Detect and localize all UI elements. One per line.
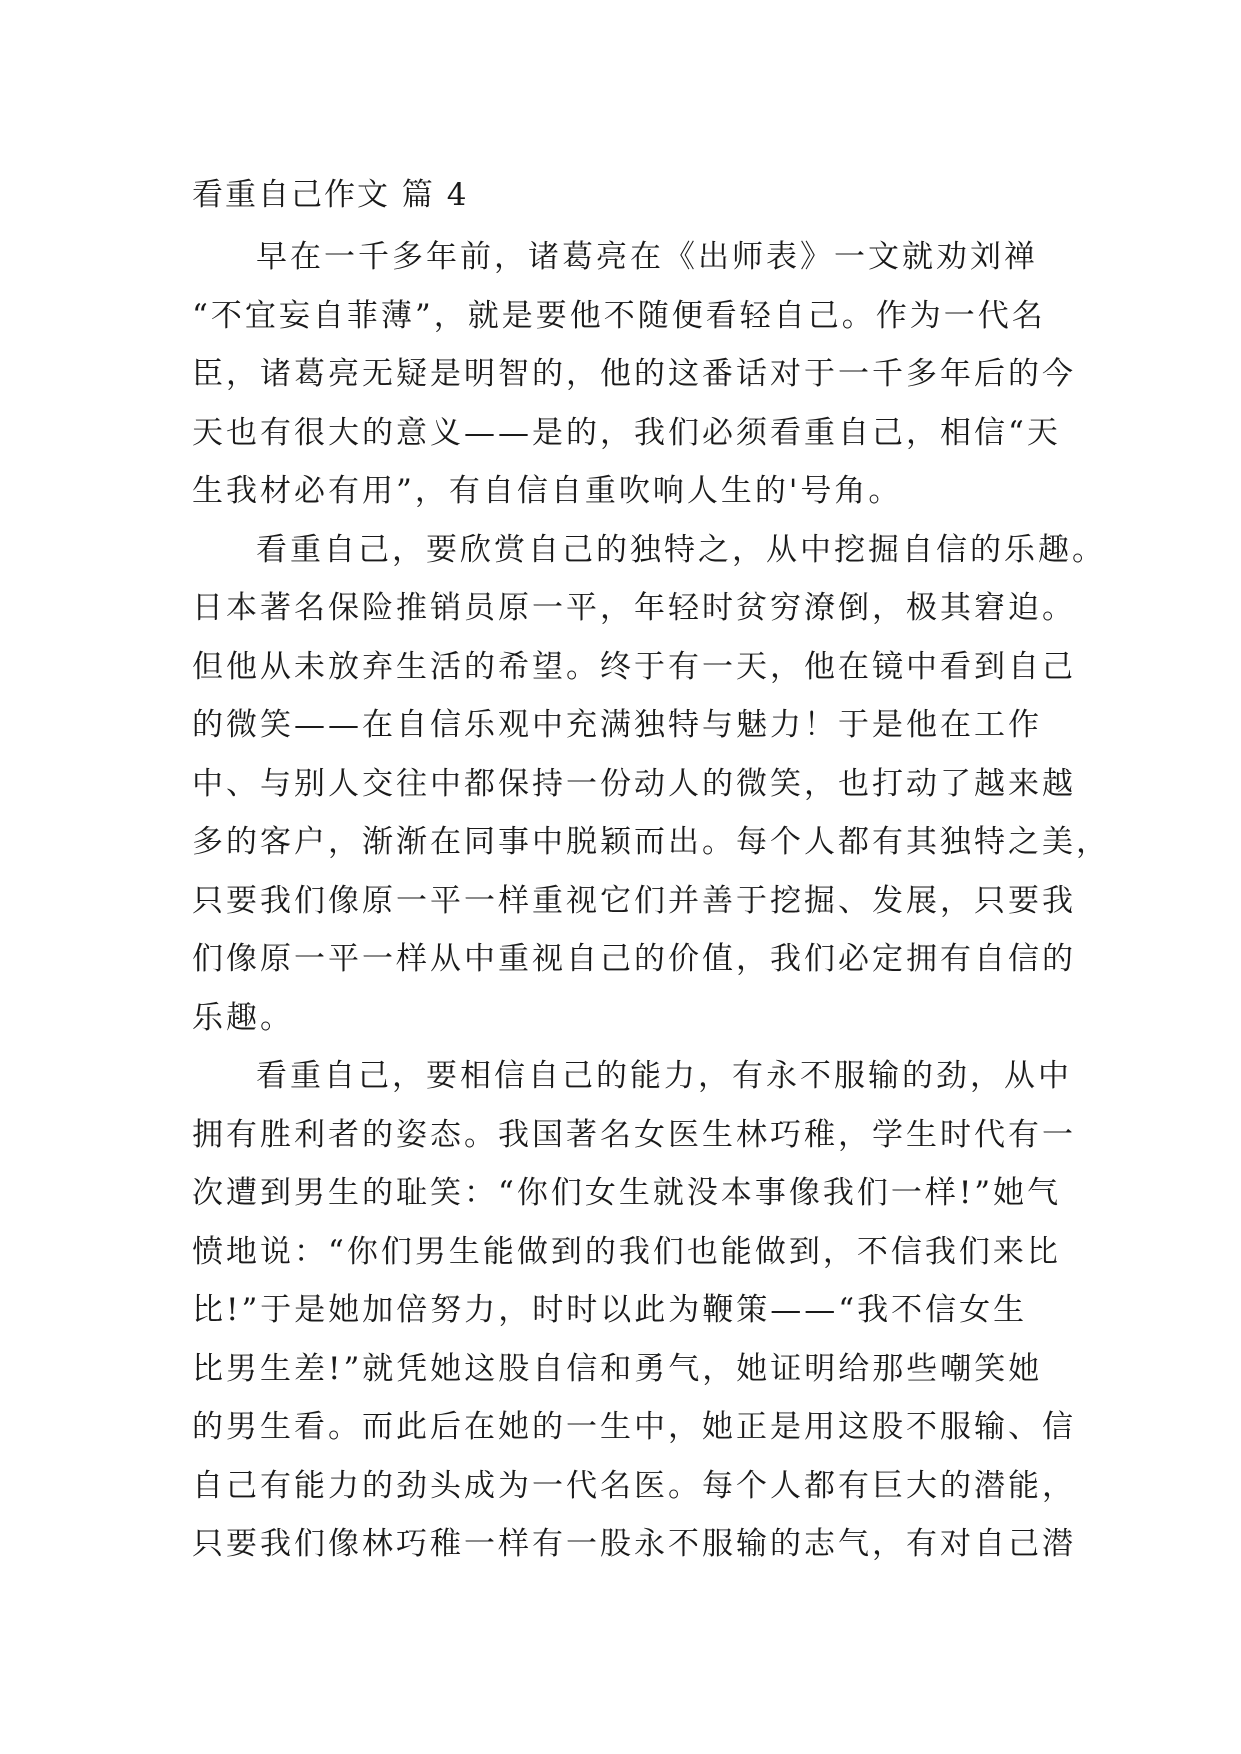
paragraph-line: 看重自己，要欣赏自己的独特之，从中挖掘自信的乐趣。 [256,531,1106,568]
paragraph-line: 的男生看。而此后在她的一生中，她正是用这股不服输、信 [192,1409,1076,1445]
paragraph-line: 只要我们像原一平一样重视它们并善于挖掘、发展，只要我 [192,882,1076,919]
paragraph-line: 只要我们像林巧稚一样有一股永不服输的志气，有对自己潜 [192,1526,1076,1562]
paragraph-line: 多的客户，渐渐在同事中脱颖而出。每个人都有其独特之美， [192,824,1110,860]
paragraph-line: 们像原一平一样从中重视自己的价值，我们必定拥有自信的 [192,941,1076,977]
paragraph-line: 自己有能力的劲头成为一代名医。每个人都有巨大的潜能， [192,1467,1076,1504]
paragraph-line: 的微笑——在自信乐观中充满独特与魅力！于是他在工作 [192,707,1042,743]
paragraph-line: 但他从未放弃生活的希望。终于有一天，他在镜中看到自己 [192,648,1076,685]
paragraph-line: 愤地说：“你们男生能做到的我们也能做到，不信我们来比 [192,1233,1061,1270]
paragraph-line: 日本著名保险推销员原一平，年轻时贫穷潦倒，极其窘迫。 [192,590,1076,626]
paragraph-line: 拥有胜利者的姿态。我国著名女医生林巧稚，学生时代有一 [192,1116,1076,1153]
paragraph-line: 生我材必有用”，有自信自重吹响人生的'号角。 [192,473,903,509]
paragraph-line: 乐趣。 [192,999,294,1036]
paragraph-line: 看重自己，要相信自己的能力，有永不服输的劲，从中 [256,1058,1072,1094]
document-title: 看重自己作文 篇 4 [192,177,469,213]
paragraph-line: 早在一千多年前，诸葛亮在《出师表》一文就劝刘禅 [256,239,1038,275]
paragraph-line: 天也有很大的意义——是的，我们必须看重自己，相信“天 [192,414,1061,451]
paragraph-line: “不宜妄自菲薄”，就是要他不随便看轻自己。作为一代名 [192,297,1046,334]
paragraph-1 [192,228,1076,521]
paragraph-line: 比男生差!”就凭她这股自信和勇气，她证明给那些嘲笑她 [192,1350,1043,1387]
paragraph-line: 臣，诸葛亮无疑是明智的，他的这番话对于一千多年后的今 [192,356,1076,392]
paragraph-3 [192,1047,1076,1574]
paragraph-line: 次遭到男生的耻笑：“你们女生就没本事像我们一样!”她气 [192,1175,1062,1211]
paragraph-2 [192,521,1110,1048]
document-body [192,166,1110,1574]
paragraph-line: 比!”于是她加倍努力，时时以此为鞭策——“我不信女生 [192,1292,1028,1328]
paragraph-line: 中、与别人交往中都保持一份动人的微笑，也打动了越来越 [192,765,1076,802]
